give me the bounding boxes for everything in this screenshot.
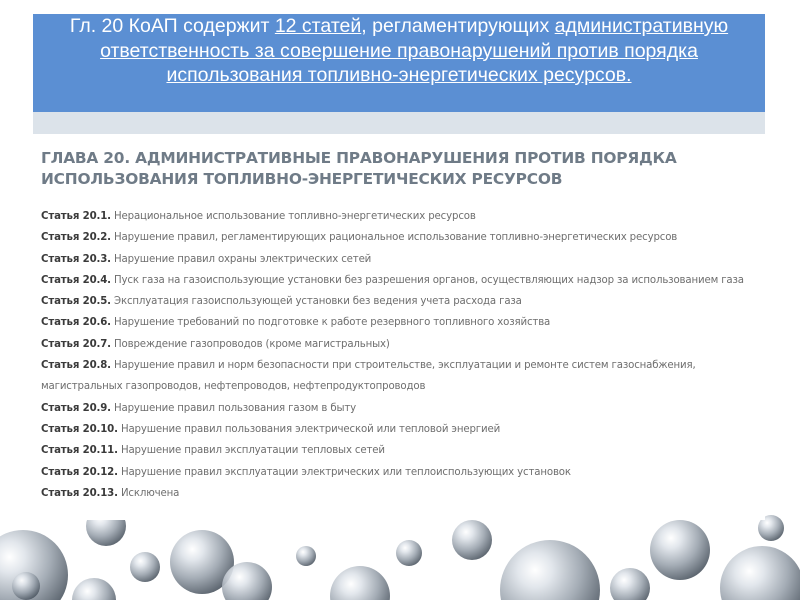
article-title: Нарушение правил эксплуатации тепловых сетей [120, 445, 385, 457]
article-item [41, 312, 761, 333]
article-number: Статья 20.4. [41, 274, 111, 286]
article-item [41, 270, 761, 291]
article-number: Статья 20.1. [41, 211, 111, 222]
article-number: Статья 20.3. [41, 253, 111, 265]
article-title: Нарушение правил, регламентирующих рациональное использование топливно-энергетических ресурсов [114, 232, 678, 244]
article-title: Исключена [120, 487, 180, 499]
article-item [41, 355, 761, 398]
bubble-decoration [222, 562, 272, 600]
responsibility-link[interactable]: ответственность [100, 39, 250, 62]
slide-card [33, 14, 765, 520]
document-content [41, 148, 761, 504]
header-banner-strip [33, 112, 765, 134]
article-item [41, 249, 761, 270]
article-number: Статья 20.8. [41, 360, 111, 372]
article-number: Статья 20.2. [41, 232, 111, 244]
article-title: Нарушение правил эксплуатации электрических или теплоиспользующих установок [120, 466, 571, 478]
slide-heading [33, 14, 765, 88]
article-number: Статья 20.11. [41, 445, 118, 457]
article-title: Нарушение правил охраны электрических сетей [114, 253, 372, 265]
article-title: Нарушение правил пользования газом в быту [114, 402, 357, 414]
article-item [41, 419, 761, 440]
bubble-decoration [650, 520, 710, 580]
articles-link[interactable]: 12 статей [274, 15, 362, 37]
bubble-decoration [296, 546, 316, 566]
bubble-decoration [610, 568, 650, 600]
article-title: Нарушение правил и норм безопасности при строительстве, эксплуатации и ремонте систем газоснабжения, магистральных газопроводов, нефтепроводов, нефтепродуктопроводов [41, 360, 696, 393]
article-number: Статья 20.12. [41, 466, 118, 478]
article-item [41, 483, 761, 504]
article-item [41, 334, 761, 355]
article-item [41, 206, 761, 227]
articles-list [41, 206, 761, 504]
heading-underlined-text: за совершение правонарушений против порядка использования топливно-энергетических ресурсов. [166, 39, 698, 86]
article-number: Статья 20.13. [41, 487, 118, 499]
chapter-title: ГЛАВА 20. АДМИНИСТРАТИВНЫЕ ПРАВОНАРУШЕНИЯ ПРОТИВ ПОРЯДКА ИСПОЛЬЗОВАНИЯ ТОПЛИВНО-ЭНЕРГЕТИЧЕСКИХ РЕСУРСОВ [41, 149, 677, 188]
article-title: Эксплуатация газоиспользующей установки без ведения учета расхода газа [114, 296, 522, 308]
heading-underlined-text: административную [554, 15, 729, 37]
bubble-decoration [330, 566, 390, 600]
article-title: Нарушение требований по подготовке к работе резервного топливного хозяйства [114, 317, 551, 329]
article-item [41, 398, 761, 419]
article-item [41, 227, 761, 248]
bubble-decoration [500, 540, 600, 600]
article-number: Статья 20.9. [41, 402, 111, 414]
bubble-decoration [720, 546, 800, 600]
article-item [41, 291, 761, 312]
bubble-decoration [130, 552, 160, 582]
article-number: Статья 20.6. [41, 317, 111, 329]
article-title: Повреждение газопроводов (кроме магистральных) [114, 338, 390, 350]
article-number: Статья 20.7. [41, 338, 111, 350]
article-number: Статья 20.5. [41, 296, 111, 308]
article-number: Статья 20.10. [41, 423, 118, 435]
bubble-decoration [396, 540, 422, 566]
article-title: Пуск газа на газоиспользующие установки без разрешения органов, осуществляющих надзор за использованием газа [114, 274, 744, 286]
heading-text: Гл. 20 КоАП содержит [69, 15, 275, 37]
article-title: Нерациональное использование топливно-энергетических ресурсов [114, 211, 476, 222]
bubble-decoration [12, 572, 40, 600]
article-title: Нарушение правил пользования электрической или тепловой энергией [120, 423, 501, 435]
bubble-decoration [452, 520, 492, 560]
article-item [41, 440, 761, 461]
heading-text: , регламентирующих [361, 15, 555, 37]
article-item [41, 462, 761, 483]
bubble-decoration [72, 578, 116, 600]
